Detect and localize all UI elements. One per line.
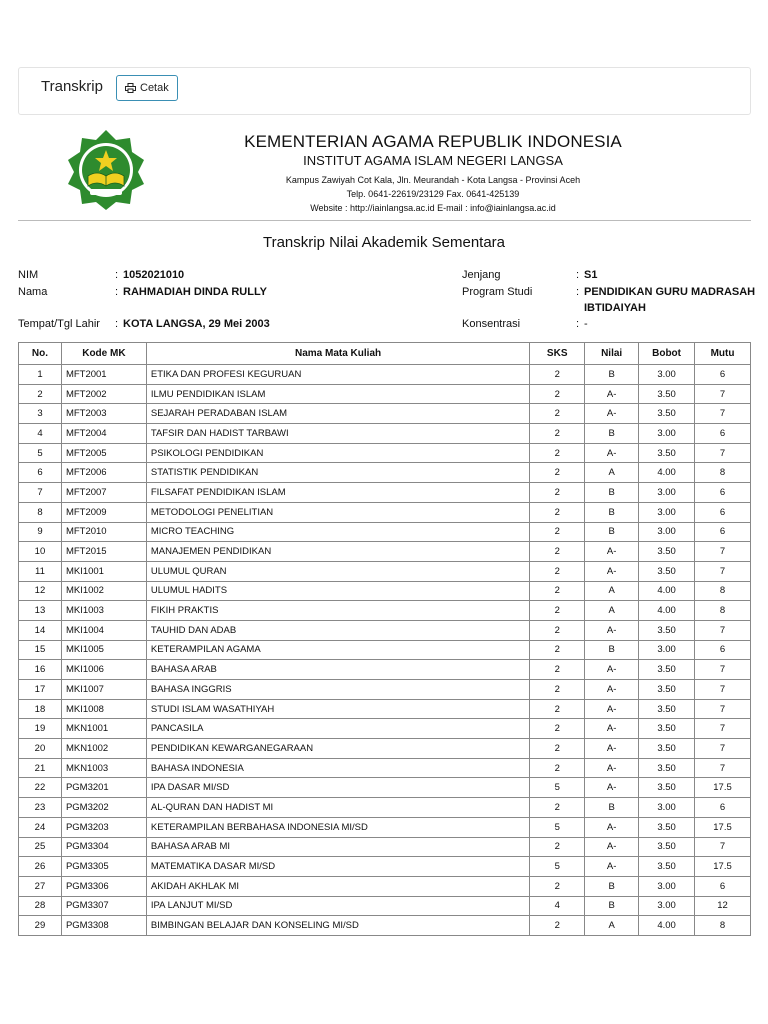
- table-row: [19, 758, 751, 778]
- cell-quality: 6: [695, 522, 751, 542]
- cell-weight: 3.00: [639, 798, 695, 818]
- table-row: [19, 640, 751, 660]
- institution-logo: [64, 128, 148, 212]
- cell-sks: 2: [530, 680, 585, 700]
- table-row: [19, 778, 751, 798]
- cell-grade: A: [585, 601, 639, 621]
- cell-weight: 3.50: [639, 384, 695, 404]
- table-row: [19, 719, 751, 739]
- cell-weight: 4.00: [639, 463, 695, 483]
- program-label: Program Studi: [462, 286, 533, 298]
- cell-course: STATISTIK PENDIDIKAN: [146, 463, 529, 483]
- cell-grade: A-: [585, 857, 639, 877]
- cell-sks: 2: [530, 384, 585, 404]
- address-line: Kampus Zawiyah Cot Kala, Jln. Meurandah - Kota Langsa - Provinsi Aceh: [285, 175, 581, 185]
- cell-grade: A-: [585, 384, 639, 404]
- cell-code: PGM3306: [61, 876, 146, 896]
- table-row: [19, 896, 751, 916]
- cell-code: MFT2004: [61, 424, 146, 444]
- cell-quality: 17.5: [695, 857, 751, 877]
- cell-quality: 7: [695, 404, 751, 424]
- cell-no: 29: [19, 916, 62, 936]
- cell-grade: A-: [585, 699, 639, 719]
- cell-code: MKI1003: [61, 601, 146, 621]
- table-row: [19, 424, 751, 444]
- table-row: [19, 561, 751, 581]
- cell-grade: A-: [585, 404, 639, 424]
- cell-course: ULUMUL QURAN: [146, 561, 529, 581]
- cell-no: 26: [19, 857, 62, 877]
- cell-quality: 7: [695, 739, 751, 759]
- table-row: [19, 463, 751, 483]
- table-row: [19, 502, 751, 522]
- cell-code: MKN1003: [61, 758, 146, 778]
- cell-course: METODOLOGI PENELITIAN: [146, 502, 529, 522]
- level-label: Jenjang: [462, 269, 501, 281]
- cell-weight: 3.00: [639, 483, 695, 503]
- cell-code: MFT2007: [61, 483, 146, 503]
- cell-no: 3: [19, 404, 62, 424]
- table-header-row: [19, 343, 751, 365]
- cell-weight: 3.00: [639, 640, 695, 660]
- name-label: Nama: [18, 286, 48, 298]
- cell-grade: A: [585, 463, 639, 483]
- col-header-sks: SKS: [530, 343, 585, 365]
- table-row: [19, 483, 751, 503]
- cell-no: 12: [19, 581, 62, 601]
- table-row: [19, 601, 751, 621]
- level-value: S1: [584, 269, 598, 281]
- cell-code: PGM3203: [61, 817, 146, 837]
- cell-course: TAUHID DAN ADAB: [146, 620, 529, 640]
- table-row: [19, 365, 751, 385]
- col-header-weight: Bobot: [639, 343, 695, 365]
- cell-sks: 2: [530, 739, 585, 759]
- cell-no: 5: [19, 443, 62, 463]
- cell-sks: 2: [530, 640, 585, 660]
- cell-sks: 4: [530, 896, 585, 916]
- header-divider: [18, 220, 751, 221]
- table-row: [19, 404, 751, 424]
- cell-course: BAHASA ARAB MI: [146, 837, 529, 857]
- col-header-course: Nama Mata Kuliah: [146, 343, 529, 365]
- cell-grade: A-: [585, 719, 639, 739]
- print-button[interactable]: [116, 75, 178, 101]
- cell-no: 23: [19, 798, 62, 818]
- table-row: [19, 699, 751, 719]
- cell-grade: A-: [585, 542, 639, 562]
- cell-no: 25: [19, 837, 62, 857]
- cell-quality: 7: [695, 620, 751, 640]
- col-header-grade: Nilai: [585, 343, 639, 365]
- cell-course: STUDI ISLAM WASATHIYAH: [146, 699, 529, 719]
- document-title: Transkrip Nilai Akademik Sementara: [262, 234, 506, 251]
- col-header-quality: Mutu: [695, 343, 751, 365]
- cell-course: IPA LANJUT MI/SD: [146, 896, 529, 916]
- cell-no: 15: [19, 640, 62, 660]
- cell-grade: B: [585, 876, 639, 896]
- cell-grade: B: [585, 365, 639, 385]
- cell-grade: A-: [585, 837, 639, 857]
- cell-code: PGM3307: [61, 896, 146, 916]
- cell-sks: 2: [530, 601, 585, 621]
- table-row: [19, 857, 751, 877]
- cell-sks: 5: [530, 817, 585, 837]
- cell-weight: 3.50: [639, 778, 695, 798]
- cell-weight: 3.00: [639, 502, 695, 522]
- cell-quality: 6: [695, 502, 751, 522]
- cell-no: 4: [19, 424, 62, 444]
- cell-no: 9: [19, 522, 62, 542]
- cell-no: 16: [19, 660, 62, 680]
- cell-grade: A-: [585, 739, 639, 759]
- cell-code: MFT2003: [61, 404, 146, 424]
- cell-code: MKI1001: [61, 561, 146, 581]
- cell-code: PGM3304: [61, 837, 146, 857]
- col-header-code: Kode MK: [61, 343, 146, 365]
- birth-label: Tempat/Tgl Lahir: [18, 318, 100, 330]
- cell-grade: A-: [585, 660, 639, 680]
- cell-code: MFT2002: [61, 384, 146, 404]
- cell-grade: A-: [585, 443, 639, 463]
- cell-sks: 2: [530, 916, 585, 936]
- cell-course: ETIKA DAN PROFESI KEGURUAN: [146, 365, 529, 385]
- table-row: [19, 817, 751, 837]
- institution-header: [0, 128, 768, 216]
- cell-grade: B: [585, 502, 639, 522]
- table-row: [19, 443, 751, 463]
- cell-grade: A-: [585, 620, 639, 640]
- cell-quality: 7: [695, 719, 751, 739]
- cell-weight: 3.50: [639, 660, 695, 680]
- cell-grade: A: [585, 916, 639, 936]
- table-row: [19, 837, 751, 857]
- cell-course: KETERAMPILAN BERBAHASA INDONESIA MI/SD: [146, 817, 529, 837]
- cell-quality: 7: [695, 561, 751, 581]
- cell-weight: 3.50: [639, 758, 695, 778]
- table-row: [19, 620, 751, 640]
- cell-course: MATEMATIKA DASAR MI/SD: [146, 857, 529, 877]
- cell-sks: 5: [530, 778, 585, 798]
- cell-code: MKI1007: [61, 680, 146, 700]
- cell-no: 6: [19, 463, 62, 483]
- cell-no: 20: [19, 739, 62, 759]
- cell-course: FIKIH PRAKTIS: [146, 601, 529, 621]
- cell-course: BIMBINGAN BELAJAR DAN KONSELING MI/SD: [146, 916, 529, 936]
- cell-no: 7: [19, 483, 62, 503]
- printer-icon: [125, 83, 136, 93]
- table-row: [19, 680, 751, 700]
- table-row: [19, 581, 751, 601]
- cell-weight: 3.50: [639, 680, 695, 700]
- program-value-line2: IBTIDAIYAH: [584, 302, 646, 314]
- cell-quality: 6: [695, 483, 751, 503]
- cell-weight: 3.00: [639, 876, 695, 896]
- cell-quality: 7: [695, 660, 751, 680]
- concentration-value: -: [584, 318, 588, 330]
- cell-sks: 2: [530, 542, 585, 562]
- cell-course: BAHASA INDONESIA: [146, 758, 529, 778]
- cell-no: 17: [19, 680, 62, 700]
- institute-name: INSTITUT AGAMA ISLAM NEGERI LANGSA: [303, 153, 563, 168]
- cell-code: MKN1002: [61, 739, 146, 759]
- cell-weight: 3.00: [639, 365, 695, 385]
- cell-quality: 7: [695, 758, 751, 778]
- cell-code: MFT2009: [61, 502, 146, 522]
- cell-course: IPA DASAR MI/SD: [146, 778, 529, 798]
- cell-sks: 2: [530, 522, 585, 542]
- name-value: RAHMADIAH DINDA RULLY: [123, 286, 268, 298]
- table-row: [19, 522, 751, 542]
- cell-weight: 4.00: [639, 916, 695, 936]
- cell-no: 11: [19, 561, 62, 581]
- cell-no: 13: [19, 601, 62, 621]
- cell-code: MFT2001: [61, 365, 146, 385]
- cell-quality: 6: [695, 876, 751, 896]
- cell-sks: 2: [530, 365, 585, 385]
- cell-grade: B: [585, 640, 639, 660]
- cell-quality: 6: [695, 798, 751, 818]
- cell-sks: 2: [530, 404, 585, 424]
- cell-quality: 7: [695, 443, 751, 463]
- cell-sks: 2: [530, 660, 585, 680]
- cell-course: MANAJEMEN PENDIDIKAN: [146, 542, 529, 562]
- cell-quality: 17.5: [695, 817, 751, 837]
- cell-weight: 3.50: [639, 620, 695, 640]
- cell-weight: 3.50: [639, 857, 695, 877]
- cell-weight: 3.00: [639, 896, 695, 916]
- cell-weight: 3.50: [639, 443, 695, 463]
- cell-weight: 3.00: [639, 522, 695, 542]
- cell-quality: 6: [695, 424, 751, 444]
- transcript-toolbar: [18, 67, 751, 115]
- grades-table-body: [19, 365, 751, 936]
- cell-weight: 3.50: [639, 404, 695, 424]
- cell-grade: B: [585, 424, 639, 444]
- cell-quality: 8: [695, 463, 751, 483]
- cell-no: 18: [19, 699, 62, 719]
- cell-quality: 7: [695, 699, 751, 719]
- cell-course: MICRO TEACHING: [146, 522, 529, 542]
- cell-grade: A-: [585, 817, 639, 837]
- cell-code: PGM3305: [61, 857, 146, 877]
- cell-quality: 17.5: [695, 778, 751, 798]
- cell-quality: 6: [695, 365, 751, 385]
- cell-grade: A: [585, 581, 639, 601]
- cell-quality: 8: [695, 581, 751, 601]
- cell-code: MKN1001: [61, 719, 146, 739]
- table-row: [19, 384, 751, 404]
- cell-weight: 4.00: [639, 581, 695, 601]
- cell-no: 21: [19, 758, 62, 778]
- cell-sks: 2: [530, 876, 585, 896]
- table-row: [19, 542, 751, 562]
- cell-quality: 8: [695, 601, 751, 621]
- cell-quality: 7: [695, 542, 751, 562]
- cell-weight: 3.50: [639, 699, 695, 719]
- cell-weight: 4.00: [639, 601, 695, 621]
- cell-sks: 2: [530, 581, 585, 601]
- phone-line: Telp. 0641-22619/23129 Fax. 0641-425139: [346, 189, 520, 199]
- cell-code: MKI1002: [61, 581, 146, 601]
- cell-course: AKIDAH AKHLAK MI: [146, 876, 529, 896]
- print-button-label: Cetak: [140, 82, 169, 94]
- cell-sks: 5: [530, 857, 585, 877]
- cell-sks: 2: [530, 837, 585, 857]
- table-row: [19, 876, 751, 896]
- col-header-no: No.: [19, 343, 62, 365]
- cell-grade: B: [585, 798, 639, 818]
- cell-no: 10: [19, 542, 62, 562]
- cell-weight: 3.50: [639, 739, 695, 759]
- cell-quality: 7: [695, 384, 751, 404]
- cell-grade: B: [585, 896, 639, 916]
- cell-sks: 2: [530, 620, 585, 640]
- cell-course: ILMU PENDIDIKAN ISLAM: [146, 384, 529, 404]
- cell-grade: A-: [585, 778, 639, 798]
- table-row: [19, 660, 751, 680]
- cell-weight: 3.50: [639, 817, 695, 837]
- cell-weight: 3.50: [639, 542, 695, 562]
- table-row: [19, 739, 751, 759]
- cell-weight: 3.00: [639, 424, 695, 444]
- nim-label: NIM: [18, 269, 39, 281]
- cell-weight: 3.50: [639, 719, 695, 739]
- table-row: [19, 798, 751, 818]
- cell-sks: 2: [530, 699, 585, 719]
- cell-no: 14: [19, 620, 62, 640]
- cell-sks: 2: [530, 561, 585, 581]
- cell-no: 19: [19, 719, 62, 739]
- nim-value: 1052021010: [123, 269, 185, 281]
- cell-grade: B: [585, 483, 639, 503]
- cell-quality: 8: [695, 916, 751, 936]
- cell-grade: A-: [585, 758, 639, 778]
- cell-sks: 2: [530, 443, 585, 463]
- cell-code: PGM3202: [61, 798, 146, 818]
- cell-no: 27: [19, 876, 62, 896]
- grades-table: [18, 342, 751, 936]
- cell-code: MFT2005: [61, 443, 146, 463]
- cell-code: MFT2010: [61, 522, 146, 542]
- cell-course: BAHASA INGGRIS: [146, 680, 529, 700]
- cell-no: 8: [19, 502, 62, 522]
- cell-weight: 3.50: [639, 837, 695, 857]
- cell-course: TAFSIR DAN HADIST TARBAWI: [146, 424, 529, 444]
- cell-course: ULUMUL HADITS: [146, 581, 529, 601]
- cell-no: 22: [19, 778, 62, 798]
- cell-quality: 12: [695, 896, 751, 916]
- cell-sks: 2: [530, 719, 585, 739]
- cell-quality: 7: [695, 680, 751, 700]
- cell-code: MFT2015: [61, 542, 146, 562]
- ministry-name: KEMENTERIAN AGAMA REPUBLIK INDONESIA: [244, 132, 622, 151]
- cell-course: BAHASA ARAB: [146, 660, 529, 680]
- cell-no: 24: [19, 817, 62, 837]
- cell-no: 1: [19, 365, 62, 385]
- cell-code: MKI1008: [61, 699, 146, 719]
- cell-quality: 6: [695, 640, 751, 660]
- cell-sks: 2: [530, 798, 585, 818]
- cell-course: PANCASILA: [146, 719, 529, 739]
- cell-grade: A-: [585, 680, 639, 700]
- cell-code: MKI1006: [61, 660, 146, 680]
- cell-course: PSIKOLOGI PENDIDIKAN: [146, 443, 529, 463]
- cell-code: PGM3308: [61, 916, 146, 936]
- cell-code: PGM3201: [61, 778, 146, 798]
- cell-sks: 2: [530, 758, 585, 778]
- cell-no: 28: [19, 896, 62, 916]
- cell-course: FILSAFAT PENDIDIKAN ISLAM: [146, 483, 529, 503]
- concentration-label: Konsentrasi: [462, 318, 521, 330]
- cell-grade: A-: [585, 561, 639, 581]
- cell-sks: 2: [530, 463, 585, 483]
- cell-code: MKI1004: [61, 620, 146, 640]
- cell-sks: 2: [530, 424, 585, 444]
- cell-quality: 7: [695, 837, 751, 857]
- cell-course: KETERAMPILAN AGAMA: [146, 640, 529, 660]
- cell-weight: 3.50: [639, 561, 695, 581]
- cell-course: AL-QURAN DAN HADIST MI: [146, 798, 529, 818]
- cell-sks: 2: [530, 502, 585, 522]
- table-row: [19, 916, 751, 936]
- cell-grade: B: [585, 522, 639, 542]
- cell-course: PENDIDIKAN KEWARGANEGARAAN: [146, 739, 529, 759]
- institute-contact: [160, 173, 706, 215]
- program-value-line1: PENDIDIKAN GURU MADRASAH: [584, 286, 756, 298]
- cell-course: SEJARAH PERADABAN ISLAM: [146, 404, 529, 424]
- cell-sks: 2: [530, 483, 585, 503]
- toolbar-title: Transkrip: [41, 78, 103, 95]
- cell-no: 2: [19, 384, 62, 404]
- cell-code: MFT2006: [61, 463, 146, 483]
- web-line: Website : http://iainlangsa.ac.id E-mail : info@iainlangsa.ac.id: [310, 203, 556, 213]
- cell-code: MKI1005: [61, 640, 146, 660]
- birth-value: KOTA LANGSA, 29 Mei 2003: [123, 318, 270, 330]
